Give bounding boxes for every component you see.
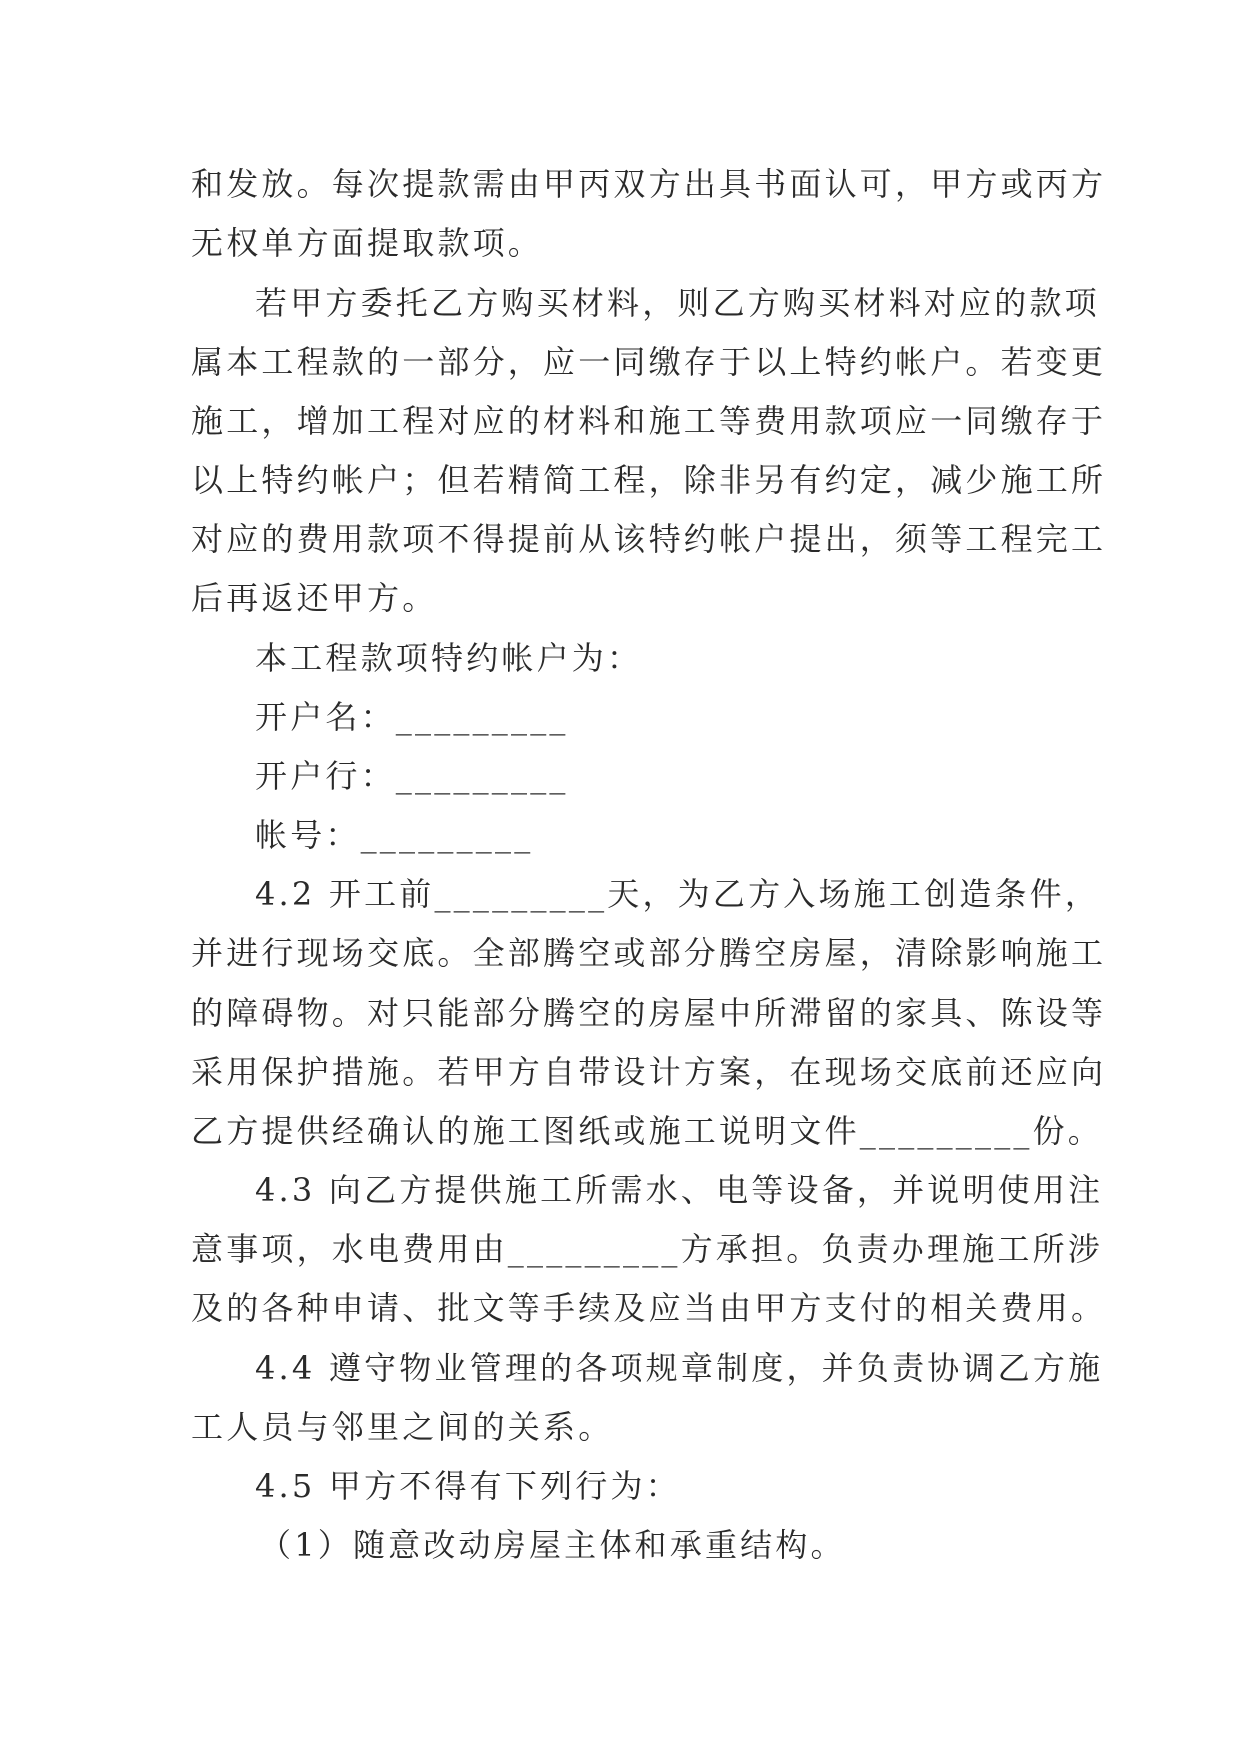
clause-4-4: 4.4 遵守物业管理的各项规章制度，并负责协调乙方施 (255, 1349, 1104, 1387)
text-line: 及的各种申请、批文等手续及应当由甲方支付的相关费用。 (191, 1289, 1107, 1327)
account-number-field: 帐号：_________ (255, 816, 534, 854)
text-line: 无权单方面提取款项。 (191, 224, 544, 262)
text-line: 对应的费用款项不得提前从该特约帐户提出，须等工程完工 (191, 520, 1107, 558)
clause-4-2: 4.2 开工前_________天，为乙方入场施工创造条件， (255, 875, 1101, 913)
text-line: 若甲方委托乙方购买材料，则乙方购买材料对应的款项 (255, 284, 1100, 322)
text-line: 乙方提供经确认的施工图纸或施工说明文件_________份。 (191, 1112, 1104, 1150)
text-line: 后再返还甲方。 (191, 579, 438, 617)
list-item-1: （1）随意改动房屋主体和承重结构。 (259, 1526, 846, 1564)
account-name-field: 开户名：_________ (255, 698, 569, 736)
text-line: 工人员与邻里之间的关系。 (191, 1408, 614, 1446)
text-line: 属本工程款的一部分，应一同缴存于以上特约帐户。若变更 (191, 343, 1107, 381)
text-line: 的障碍物。对只能部分腾空的房屋中所滞留的家具、陈设等 (191, 994, 1107, 1032)
text-line: 意事项，水电费用由_________方承担。负责办理施工所涉 (191, 1230, 1104, 1268)
text-line: 以上特约帐户；但若精简工程，除非另有约定，减少施工所 (191, 461, 1107, 499)
text-line: 采用保护措施。若甲方自带设计方案，在现场交底前还应向 (191, 1053, 1107, 1091)
account-heading: 本工程款项特约帐户为： (255, 639, 643, 677)
clause-4-3: 4.3 向乙方提供施工所需水、电等设备，并说明使用注 (255, 1171, 1104, 1209)
text-line: 和发放。每次提款需由甲丙双方出具书面认可，甲方或丙方 (191, 165, 1107, 203)
clause-4-5: 4.5 甲方不得有下列行为： (255, 1467, 681, 1505)
bank-name-field: 开户行：_________ (255, 757, 569, 795)
text-line: 并进行现场交底。全部腾空或部分腾空房屋，清除影响施工 (191, 934, 1107, 972)
text-line: 施工，增加工程对应的材料和施工等费用款项应一同缴存于 (191, 402, 1107, 440)
